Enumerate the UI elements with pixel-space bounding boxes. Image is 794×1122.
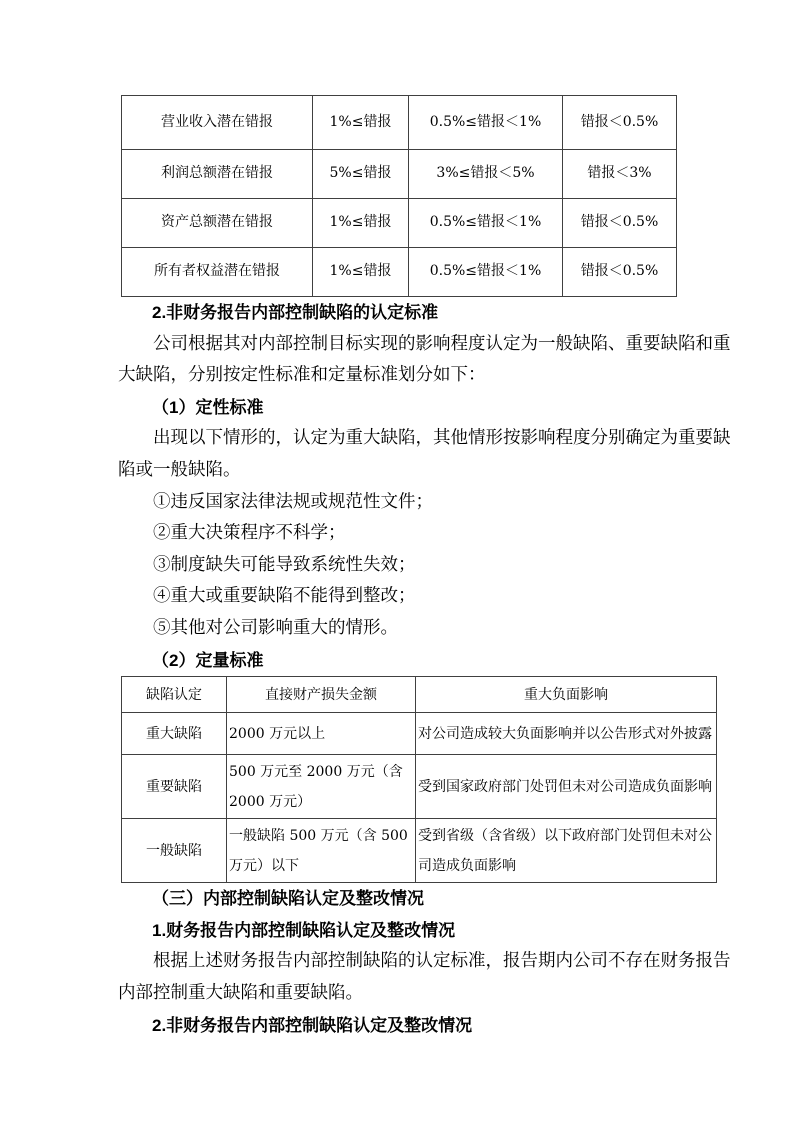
table-cell: 利润总额潜在错报 <box>122 150 313 199</box>
paragraph-financial-defect-conclusion: 根据上述财务报告内部控制缺陷的认定标准，报告期内公司不存在财务报告内部控制重大缺陷和重要缺陷。 <box>118 951 731 1003</box>
qualitative-item-3: ③制度缺失可能导致系统性失效； <box>153 554 416 575</box>
table-cell: 重大缺陷 <box>122 713 227 755</box>
table-cell: 0.5%≤错报＜1% <box>409 96 563 150</box>
table-cell: 资产总额潜在错报 <box>122 199 313 248</box>
qualitative-item-4: ④重大或重要缺陷不能得到整改； <box>153 586 416 607</box>
table-cell: 1%≤错报 <box>313 96 409 150</box>
misstatement-thresholds-table <box>121 95 677 297</box>
heading-nonfinancial-defect-rectification: 2.非财务报告内部控制缺陷认定及整改情况 <box>152 1015 473 1035</box>
table-cell: 2000 万元以上 <box>227 713 416 755</box>
table-row <box>122 150 677 199</box>
column-header: 重大负面影响 <box>416 677 717 713</box>
table-cell: 重要缺陷 <box>122 755 227 819</box>
table-row <box>122 755 717 819</box>
paragraph-defect-classification: 公司根据其对内部控制目标实现的影响程度认定为一般缺陷、重要缺陷和重大缺陷，分别按定性标准和定量标准划分如下： <box>118 333 731 386</box>
table-cell: 1%≤错报 <box>313 248 409 297</box>
table-cell: 0.5%≤错报＜1% <box>409 199 563 248</box>
qualitative-item-1: ①违反国家法律法规或规范性文件； <box>153 491 433 512</box>
table-cell: 错报＜3% <box>563 150 677 199</box>
table-cell: 错报＜0.5% <box>563 248 677 297</box>
heading-defect-identification-rectification: （三）内部控制缺陷认定及整改情况 <box>152 889 424 909</box>
qualitative-item-5: ⑤其他对公司影响重大的情形。 <box>153 617 398 638</box>
table-cell: 所有者权益潜在错报 <box>122 248 313 297</box>
table-cell: 一般缺陷 <box>122 819 227 883</box>
column-header: 直接财产损失金额 <box>227 677 416 713</box>
table-cell: 5%≤错报 <box>313 150 409 199</box>
paragraph-qualitative-intro: 出现以下情形的，认定为重大缺陷，其他情形按影响程度分别确定为重要缺陷或一般缺陷。 <box>118 428 731 480</box>
table-cell: 对公司造成较大负面影响并以公告形式对外披露 <box>416 713 717 755</box>
qualitative-item-2: ②重大决策程序不科学； <box>153 523 346 544</box>
heading-nonfinancial-defect-standards: 2.非财务报告内部控制缺陷的认定标准 <box>152 303 439 322</box>
table-header-row <box>122 677 717 713</box>
table-cell: 营业收入潜在错报 <box>122 96 313 150</box>
table-cell: 错报＜0.5% <box>563 96 677 150</box>
table-cell: 受到省级（含省级）以下政府部门处罚但未对公司造成负面影响 <box>416 819 717 883</box>
table-cell: 错报＜0.5% <box>563 199 677 248</box>
table-cell: 一般缺陷 500 万元（含 500 万元）以下 <box>227 819 416 883</box>
table-row <box>122 96 677 150</box>
column-header: 缺陷认定 <box>122 677 227 713</box>
heading-quantitative-criteria: （2）定量标准 <box>152 650 264 670</box>
table-cell: 0.5%≤错报＜1% <box>409 248 563 297</box>
table-row <box>122 819 717 883</box>
table-row <box>122 713 717 755</box>
table-row <box>122 199 677 248</box>
table-row <box>122 248 677 297</box>
page-content <box>118 95 740 1041</box>
table-cell: 500 万元至 2000 万元（含 2000 万元） <box>227 755 416 819</box>
heading-financial-defect-rectification: 1.财务报告内部控制缺陷认定及整改情况 <box>152 920 456 940</box>
table-cell: 3%≤错报＜5% <box>409 150 563 199</box>
table-cell: 1%≤错报 <box>313 199 409 248</box>
quantitative-criteria-table <box>121 676 717 883</box>
heading-qualitative-criteria: （1）定性标准 <box>152 397 264 417</box>
table-cell: 受到国家政府部门处罚但未对公司造成负面影响 <box>416 755 717 819</box>
